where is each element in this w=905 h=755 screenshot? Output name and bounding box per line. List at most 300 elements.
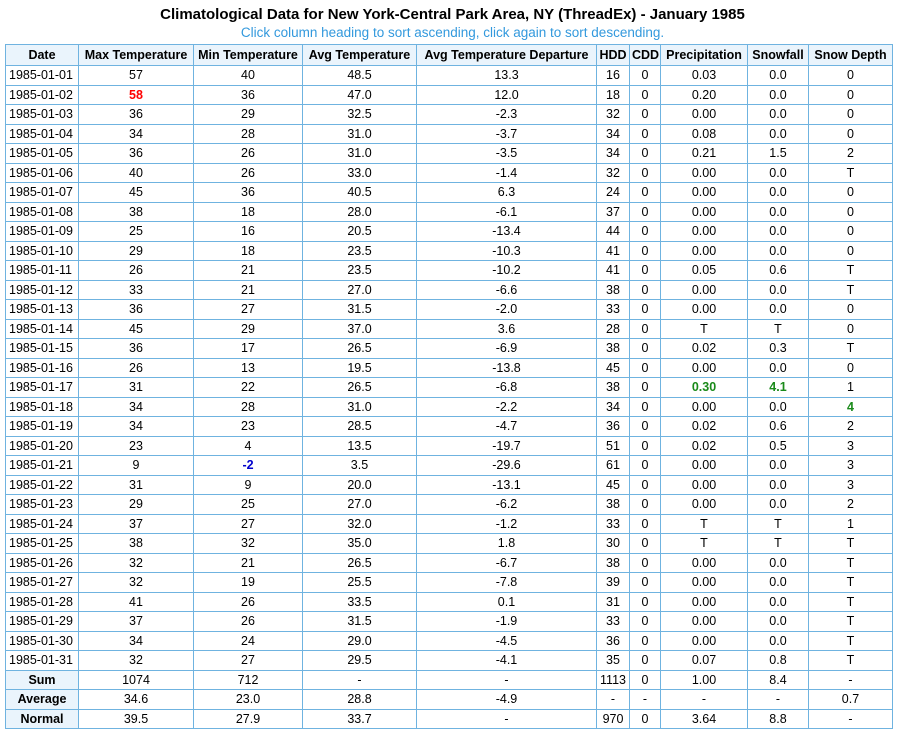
table-cell: 31.5 (303, 300, 417, 320)
table-cell: 3 (809, 456, 893, 476)
table-cell: 23 (79, 436, 194, 456)
table-row (6, 144, 893, 164)
col-header-snow-depth[interactable]: Snow Depth (809, 45, 893, 66)
table-cell: 0 (630, 183, 661, 203)
table-row (6, 261, 893, 281)
table-cell: 29 (194, 105, 303, 125)
table-cell: 36 (194, 183, 303, 203)
table-cell: 1985-01-21 (6, 456, 79, 476)
table-cell: 23.5 (303, 241, 417, 261)
table-cell: 3 (809, 475, 893, 495)
table-cell: 33.0 (303, 163, 417, 183)
summary-cell: 8.8 (748, 709, 809, 729)
table-cell: 33.5 (303, 592, 417, 612)
table-cell: T (809, 534, 893, 554)
table-cell: 40 (194, 66, 303, 86)
table-cell: 0.20 (661, 85, 748, 105)
table-cell: 0 (630, 105, 661, 125)
table-cell: 41 (597, 241, 630, 261)
table-cell: 26 (79, 261, 194, 281)
table-cell: 16 (194, 222, 303, 242)
table-cell: T (809, 339, 893, 359)
summary-cell: 712 (194, 670, 303, 690)
table-cell: 1 (809, 514, 893, 534)
table-cell: 21 (194, 261, 303, 281)
table-cell: 0.00 (661, 202, 748, 222)
table-cell: 25 (79, 222, 194, 242)
table-cell: 1985-01-03 (6, 105, 79, 125)
table-cell: 31 (79, 378, 194, 398)
table-cell: 34 (597, 124, 630, 144)
table-cell: 0 (630, 300, 661, 320)
table-row (6, 319, 893, 339)
table-row (6, 163, 893, 183)
table-row (6, 612, 893, 632)
table-cell: T (809, 163, 893, 183)
table-cell: 20.0 (303, 475, 417, 495)
summary-label: Average (6, 690, 79, 710)
table-cell: 1985-01-08 (6, 202, 79, 222)
table-row (6, 417, 893, 437)
table-cell: T (809, 573, 893, 593)
col-header-date[interactable]: Date (6, 45, 79, 66)
table-cell: 0 (630, 475, 661, 495)
table-cell: 1985-01-19 (6, 417, 79, 437)
table-cell: 27.0 (303, 495, 417, 515)
table-cell: 45 (597, 475, 630, 495)
table-cell: 45 (597, 358, 630, 378)
table-cell: 28 (194, 124, 303, 144)
table-cell: 13.5 (303, 436, 417, 456)
table-cell: T (809, 631, 893, 651)
table-cell: -10.2 (417, 261, 597, 281)
table-cell: 22 (194, 378, 303, 398)
table-cell: 27 (194, 300, 303, 320)
table-cell: 26 (194, 163, 303, 183)
table-cell: 36 (79, 300, 194, 320)
col-header-precipitation[interactable]: Precipitation (661, 45, 748, 66)
table-cell: 0.6 (748, 417, 809, 437)
table-cell: 0.0 (748, 85, 809, 105)
table-cell: 26 (194, 612, 303, 632)
table-cell: 30 (597, 534, 630, 554)
table-cell: 44 (597, 222, 630, 242)
summary-cell: - (417, 670, 597, 690)
table-cell: 1985-01-31 (6, 651, 79, 671)
table-cell: -4.1 (417, 651, 597, 671)
table-cell: 1985-01-20 (6, 436, 79, 456)
table-cell: 0 (809, 222, 893, 242)
table-cell: 1.5 (748, 144, 809, 164)
table-cell: 45 (79, 319, 194, 339)
table-cell: 20.5 (303, 222, 417, 242)
table-cell: 0.02 (661, 339, 748, 359)
table-cell: 34 (597, 144, 630, 164)
table-cell: 4.1 (748, 378, 809, 398)
table-cell: 3.6 (417, 319, 597, 339)
table-cell: -13.1 (417, 475, 597, 495)
table-cell: -3.7 (417, 124, 597, 144)
table-cell: 0.00 (661, 358, 748, 378)
table-cell: 0.0 (748, 183, 809, 203)
summary-cell: 3.64 (661, 709, 748, 729)
table-cell: 0 (630, 85, 661, 105)
col-header-cdd[interactable]: CDD (630, 45, 661, 66)
table-cell: 38 (597, 339, 630, 359)
table-cell: 0.00 (661, 163, 748, 183)
table-cell: 2 (809, 417, 893, 437)
table-cell: 33 (597, 300, 630, 320)
col-header-max-temperature[interactable]: Max Temperature (79, 45, 194, 66)
table-cell: 41 (597, 261, 630, 281)
table-cell: T (809, 592, 893, 612)
table-cell: T (748, 514, 809, 534)
table-cell: -13.4 (417, 222, 597, 242)
summary-cell: 0.7 (809, 690, 893, 710)
table-cell: 1985-01-07 (6, 183, 79, 203)
summary-label: Sum (6, 670, 79, 690)
table-cell: 38 (597, 553, 630, 573)
col-header-snowfall[interactable]: Snowfall (748, 45, 809, 66)
table-cell: 0.0 (748, 475, 809, 495)
table-cell: 24 (597, 183, 630, 203)
table-cell: 0 (630, 436, 661, 456)
table-cell: 0.5 (748, 436, 809, 456)
table-cell: 0 (630, 495, 661, 515)
table-cell: 41 (79, 592, 194, 612)
table-cell: 0 (630, 651, 661, 671)
table-cell: 0 (809, 124, 893, 144)
table-cell: 0 (630, 612, 661, 632)
table-cell: 0.21 (661, 144, 748, 164)
table-cell: -6.1 (417, 202, 597, 222)
table-cell: 34 (79, 631, 194, 651)
table-row (6, 456, 893, 476)
table-cell: 17 (194, 339, 303, 359)
table-cell: 35.0 (303, 534, 417, 554)
table-cell: 39 (597, 573, 630, 593)
table-cell: 0 (630, 592, 661, 612)
summary-cell: - (748, 690, 809, 710)
table-cell: 32 (79, 553, 194, 573)
table-row (6, 358, 893, 378)
table-row (6, 495, 893, 515)
table-cell: 0 (630, 241, 661, 261)
table-cell: -3.5 (417, 144, 597, 164)
table-cell: 1985-01-18 (6, 397, 79, 417)
table-cell: 35 (597, 651, 630, 671)
table-cell: 0 (809, 105, 893, 125)
table-row (6, 397, 893, 417)
table-cell: 0.0 (748, 222, 809, 242)
table-row (6, 66, 893, 86)
table-cell: 0.00 (661, 300, 748, 320)
table-cell: 0 (809, 319, 893, 339)
table-row (6, 475, 893, 495)
table-cell: T (748, 319, 809, 339)
summary-cell: 27.9 (194, 709, 303, 729)
table-cell: 36 (79, 105, 194, 125)
header-row (6, 45, 893, 66)
table-cell: 9 (79, 456, 194, 476)
table-cell: 0 (630, 553, 661, 573)
table-cell: 27 (194, 651, 303, 671)
table-cell: 0.00 (661, 280, 748, 300)
col-header-avg-temperature-departure[interactable]: Avg Temperature Departure (417, 45, 597, 66)
table-cell: 38 (79, 202, 194, 222)
table-cell: 0.00 (661, 573, 748, 593)
table-cell: 26.5 (303, 339, 417, 359)
table-cell: T (809, 280, 893, 300)
table-cell: 0.0 (748, 573, 809, 593)
table-cell: 27.0 (303, 280, 417, 300)
summary-row (6, 670, 893, 690)
table-cell: 0 (630, 397, 661, 417)
summary-cell: 39.5 (79, 709, 194, 729)
table-cell: 0.00 (661, 222, 748, 242)
summary-cell: 0 (630, 709, 661, 729)
table-cell: 32 (79, 651, 194, 671)
table-cell: 26.5 (303, 553, 417, 573)
table-cell: 33 (597, 612, 630, 632)
table-cell: 1985-01-25 (6, 534, 79, 554)
table-cell: 32.5 (303, 105, 417, 125)
table-cell: 21 (194, 280, 303, 300)
table-cell: 0.0 (748, 495, 809, 515)
table-cell: -2.3 (417, 105, 597, 125)
table-cell: 0.0 (748, 300, 809, 320)
summary-cell: 1.00 (661, 670, 748, 690)
table-cell: 31.0 (303, 144, 417, 164)
table-cell: 38 (597, 378, 630, 398)
table-cell: 1985-01-14 (6, 319, 79, 339)
table-summary (6, 670, 893, 729)
table-cell: 2 (809, 144, 893, 164)
table-cell: 28 (194, 397, 303, 417)
table-cell: T (809, 261, 893, 281)
table-cell: -2 (194, 456, 303, 476)
table-cell: 29.5 (303, 651, 417, 671)
summary-cell: 1074 (79, 670, 194, 690)
table-cell: 32 (79, 573, 194, 593)
table-cell: 0.03 (661, 66, 748, 86)
table-cell: 0 (809, 202, 893, 222)
table-cell: 1985-01-27 (6, 573, 79, 593)
table-cell: 38 (597, 280, 630, 300)
table-cell: 1.8 (417, 534, 597, 554)
table-cell: 36 (597, 417, 630, 437)
table-cell: 0.00 (661, 183, 748, 203)
table-cell: 32.0 (303, 514, 417, 534)
table-cell: 51 (597, 436, 630, 456)
table-cell: 0 (630, 534, 661, 554)
table-cell: 28.0 (303, 202, 417, 222)
table-cell: 28.5 (303, 417, 417, 437)
table-cell: 0.0 (748, 612, 809, 632)
table-cell: 0 (630, 358, 661, 378)
table-cell: 0.0 (748, 553, 809, 573)
table-row (6, 514, 893, 534)
summary-cell: 28.8 (303, 690, 417, 710)
table-row (6, 534, 893, 554)
table-cell: 37 (79, 514, 194, 534)
table-cell: -4.5 (417, 631, 597, 651)
table-cell: -7.8 (417, 573, 597, 593)
page-title: Climatological Data for New York-Central Park Area, NY (ThreadEx) - January 1985 (160, 6, 745, 23)
summary-cell: 1113 (597, 670, 630, 690)
table-cell: T (809, 651, 893, 671)
table-cell: 19.5 (303, 358, 417, 378)
table-cell: 26 (79, 358, 194, 378)
table-cell: 0.0 (748, 66, 809, 86)
summary-cell: - (809, 709, 893, 729)
table-cell: 32 (597, 163, 630, 183)
summary-cell: - (597, 690, 630, 710)
table-cell: 0 (809, 66, 893, 86)
table-cell: 1985-01-06 (6, 163, 79, 183)
table-cell: 32 (194, 534, 303, 554)
table-cell: 37.0 (303, 319, 417, 339)
table-cell: 1985-01-16 (6, 358, 79, 378)
table-cell: 23.5 (303, 261, 417, 281)
table-cell: 34 (79, 124, 194, 144)
table-cell: 57 (79, 66, 194, 86)
table-cell: -29.6 (417, 456, 597, 476)
table-cell: 0.00 (661, 612, 748, 632)
table-cell: 34 (79, 397, 194, 417)
table-cell: 0.0 (748, 631, 809, 651)
table-row (6, 300, 893, 320)
table-cell: 1985-01-05 (6, 144, 79, 164)
table-row (6, 631, 893, 651)
table-cell: 0.0 (748, 397, 809, 417)
table-cell: 16 (597, 66, 630, 86)
table-cell: 61 (597, 456, 630, 476)
table-cell: 0.00 (661, 241, 748, 261)
table-cell: 33 (597, 514, 630, 534)
summary-cell: - (630, 690, 661, 710)
table-cell: 0 (630, 319, 661, 339)
table-cell: 28 (597, 319, 630, 339)
table-row (6, 339, 893, 359)
table-cell: 31.0 (303, 397, 417, 417)
col-header-avg-temperature[interactable]: Avg Temperature (303, 45, 417, 66)
table-cell: -1.4 (417, 163, 597, 183)
summary-cell: 8.4 (748, 670, 809, 690)
table-cell: 1985-01-04 (6, 124, 79, 144)
table-cell: -1.9 (417, 612, 597, 632)
table-cell: 1985-01-23 (6, 495, 79, 515)
table-cell: 0.00 (661, 553, 748, 573)
table-cell: T (661, 534, 748, 554)
table-cell: 48.5 (303, 66, 417, 86)
table-cell: 25.5 (303, 573, 417, 593)
table-cell: -6.6 (417, 280, 597, 300)
table-cell: 0.05 (661, 261, 748, 281)
table-row (6, 222, 893, 242)
summary-cell: -4.9 (417, 690, 597, 710)
table-cell: 0.30 (661, 378, 748, 398)
table-cell: 0.0 (748, 105, 809, 125)
table-cell: 26 (194, 592, 303, 612)
table-cell: -2.0 (417, 300, 597, 320)
summary-cell: - (417, 709, 597, 729)
table-cell: -2.2 (417, 397, 597, 417)
table-cell: 21 (194, 553, 303, 573)
table-cell: 1985-01-02 (6, 85, 79, 105)
table-cell: 37 (79, 612, 194, 632)
table-cell: 29 (194, 319, 303, 339)
table-cell: 0.0 (748, 202, 809, 222)
table-cell: 40 (79, 163, 194, 183)
table-cell: 26.5 (303, 378, 417, 398)
table-cell: 1985-01-09 (6, 222, 79, 242)
table-cell: 1985-01-22 (6, 475, 79, 495)
table-cell: 33 (79, 280, 194, 300)
table-cell: 0.0 (748, 241, 809, 261)
table-cell: 0.07 (661, 651, 748, 671)
table-cell: 0.0 (748, 280, 809, 300)
table-cell: 1985-01-26 (6, 553, 79, 573)
table-cell: 0 (630, 378, 661, 398)
table-cell: 0 (809, 241, 893, 261)
table-cell: 0.1 (417, 592, 597, 612)
table-cell: 45 (79, 183, 194, 203)
table-cell: 1985-01-11 (6, 261, 79, 281)
table-cell: 0.02 (661, 436, 748, 456)
table-cell: 0.00 (661, 592, 748, 612)
col-header-hdd[interactable]: HDD (597, 45, 630, 66)
table-cell: 0.0 (748, 358, 809, 378)
table-cell: 24 (194, 631, 303, 651)
table-cell: T (748, 534, 809, 554)
table-cell: 0 (809, 358, 893, 378)
col-header-min-temperature[interactable]: Min Temperature (194, 45, 303, 66)
climate-data-table (5, 44, 893, 729)
table-cell: 29.0 (303, 631, 417, 651)
table-cell: 0.0 (748, 592, 809, 612)
table-cell: 0.0 (748, 456, 809, 476)
table-cell: 0 (630, 417, 661, 437)
table-cell: 36 (194, 85, 303, 105)
table-cell: 0.00 (661, 475, 748, 495)
table-cell: 0 (630, 163, 661, 183)
table-cell: 0.0 (748, 163, 809, 183)
table-row (6, 573, 893, 593)
summary-cell: - (661, 690, 748, 710)
table-cell: 31.0 (303, 124, 417, 144)
table-row (6, 183, 893, 203)
table-cell: 25 (194, 495, 303, 515)
table-cell: 0 (630, 202, 661, 222)
table-cell: 26 (194, 144, 303, 164)
table-cell: 36 (79, 339, 194, 359)
table-cell: 34 (79, 417, 194, 437)
table-cell: -6.9 (417, 339, 597, 359)
table-row (6, 85, 893, 105)
table-cell: 27 (194, 514, 303, 534)
table-cell: 0 (630, 631, 661, 651)
table-cell: 36 (79, 144, 194, 164)
table-cell: -6.7 (417, 553, 597, 573)
table-cell: 6.3 (417, 183, 597, 203)
table-cell: 1985-01-24 (6, 514, 79, 534)
table-cell: 0.00 (661, 495, 748, 515)
table-cell: 1985-01-10 (6, 241, 79, 261)
table-row (6, 124, 893, 144)
sort-hint: Click column heading to sort ascending, click again to sort descending. (240, 25, 665, 40)
table-cell: -1.2 (417, 514, 597, 534)
